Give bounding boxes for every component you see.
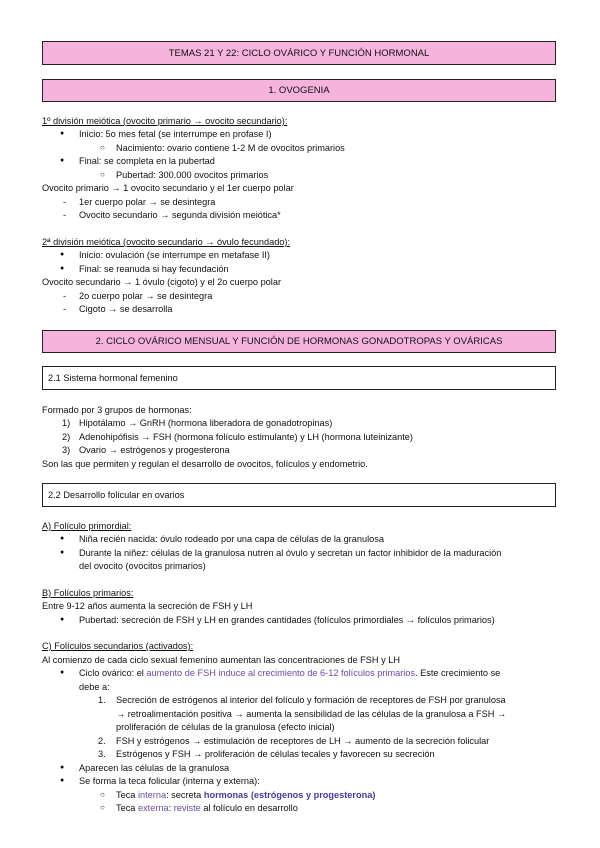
hormone-item-1: Hipotálamo → GnRH (hormona liberadora de gonadotropinas): [79, 418, 333, 428]
div1-dash-1: - 1er cuerpo polar → se desintegra: [79, 196, 215, 208]
div2-title: 2ª división meiótica (ovocito secundario → óvulo fecundado):: [42, 237, 291, 247]
c-bullet-1: [79, 667, 500, 679]
c-num-3: 3.: [98, 749, 106, 759]
c-item-1-cont-2: proliferación de células de la granulosa (efecto inicial): [116, 722, 335, 732]
c-num-2: 2.: [98, 736, 106, 746]
b-bullet-1: ● Pubertad: secreción de FSH y LH en grandes cantidades (folículos primordiales → folículos primarios): [79, 614, 495, 626]
c-title: C) Folículos secundarios (activados):: [42, 641, 194, 651]
teca-externa-hl: externa: [137, 803, 169, 813]
c-item-1: Secreción de estrógenos al interior del folículo y formación de receptores de FSH por granulosa: [116, 695, 506, 705]
teca-externa-mid: :: [168, 803, 174, 813]
a-bullet-2: ● Durante la niñez: células de la granulosa nutren al óvulo y secretan un factor inhibidor de la maduración: [79, 547, 501, 559]
div1-dash-2: - Ovocito secundario → segunda división meiótica*: [79, 209, 281, 221]
div1-bullet-1: ● Inicio: 5o mes fetal (se interrumpe en profase I): [79, 128, 272, 140]
teca-interna: [116, 789, 375, 801]
hormones-intro: Formado por 3 grupos de hormonas:: [42, 405, 192, 415]
teca-interna-mid: : secreta: [166, 790, 204, 800]
div2-bullet-1: ● Inicio: ovulación (se interrumpe en metafase II): [79, 249, 270, 261]
hormone-item-3: Ovario → estrógenos y progesterona: [79, 445, 230, 455]
c-bullet-1-pre: Ciclo ovárico: el: [79, 668, 147, 678]
teca-interna-hl: interna: [137, 790, 167, 800]
c-num-1: 1.: [98, 695, 106, 705]
title-box: [42, 41, 556, 65]
teca-externa-pre: Teca: [116, 803, 138, 813]
div1-bullet-2: ● Final: se completa en la pubertad: [79, 155, 215, 167]
a-bullet-1: ● Niña recién nacida: óvulo rodeado por una capa de células de la granulosa: [79, 533, 384, 545]
c-bullet-1-cont: debe a:: [79, 682, 110, 692]
c-line: Al comienzo de cada ciclo sexual femenino aumentan las concentraciones de FSH y LH: [42, 655, 400, 665]
subsection-2-1-title: 2.1 Sistema hormonal femenino: [48, 373, 178, 383]
c-item-3: Estrógenos y FSH → proliferación de células tecales y favorecen su secreción: [116, 749, 435, 759]
subsection-2-1-box: [42, 366, 556, 390]
subsection-2-2-title: 2.2 Desarrollo folicular en ovarios: [48, 490, 185, 500]
hormone-num-1: 1): [62, 418, 71, 428]
div2-dash-1: - 2o cuerpo polar → se desintegra: [79, 290, 212, 302]
teca-interna-pre: Teca: [116, 790, 138, 800]
teca-externa-post: al folículo en desarrollo: [200, 803, 298, 813]
teca-interna-hl2: hormonas (estrógenos y progesterona): [203, 790, 376, 800]
div1-title: 1º división meiótica (ovocito primario → ovocito secundario):: [42, 116, 288, 126]
hormone-num-2: 2): [62, 432, 71, 442]
div1-sub-2: ○ Pubertad: 300.000 ovocitos primarios: [116, 169, 268, 181]
b-line: Entre 9-12 años aumenta la secreción de FSH y LH: [42, 601, 253, 611]
teca-externa-hl2: reviste: [173, 803, 201, 813]
section1-box: [42, 79, 556, 102]
div1-sub-1: ○ Nacimiento: ovario contiene 1-2 M de ovocitos primarios: [116, 142, 345, 154]
a-bullet-2-cont: del ovocito (ovocitos primarios): [79, 561, 206, 571]
b-title: B) Folículos primarios:: [42, 588, 134, 598]
subsection-2-2-box: [42, 483, 556, 507]
page-title: TEMAS 21 Y 22: CICLO OVÁRICO Y FUNCIÓN HORMONAL: [168, 47, 430, 59]
div1-result: Ovocito primario → 1 ovocito secundario y el 1er cuerpo polar: [42, 183, 294, 193]
hormone-num-3: 3): [62, 445, 71, 455]
div2-dash-2: - Cigoto → se desarrolla: [79, 303, 172, 315]
c-bullet-1-highlight: aumento de FSH induce al crecimiento de 6-12 folículos primarios: [146, 668, 416, 678]
section1-title: 1. OVOGENIA: [268, 85, 330, 96]
section2-box: [42, 330, 556, 353]
hormone-item-2: Adenohipófisis → FSH (hormona folículo estimulante) y LH (hormona luteinizante): [79, 432, 413, 442]
c-bullet-1-post: . Este crecimiento se: [415, 668, 501, 678]
div2-bullet-2: ● Final: se reanuda si hay fecundación: [79, 263, 229, 275]
teca-externa: [116, 802, 298, 814]
c-bullet-2: ● Aparecen las células de la granulosa: [79, 762, 229, 774]
c-bullet-3: ● Se forma la teca folicular (interna y externa):: [79, 775, 260, 787]
c-item-1-cont-1: → retroalimentación positiva → aumenta la sensibilidad de las células de la granulosa a FSH →: [116, 709, 507, 719]
a-title: A) Folículo primordial:: [42, 521, 132, 531]
div2-result: Ovocito secundario → 1 óvulo (cigoto) y el 2o cuerpo polar: [42, 277, 282, 287]
hormones-outro: Son las que permiten y regulan el desarrollo de ovocitos, folículos y endometrio.: [42, 459, 368, 469]
c-item-2: FSH y estrógenos → estimulación de receptores de LH → aumento de la secreción folicular: [116, 736, 490, 746]
section2-title: 2. CICLO OVÁRICO MENSUAL Y FUNCIÓN DE HORMONAS GONADOTROPAS Y OVÁRICAS: [95, 336, 503, 347]
